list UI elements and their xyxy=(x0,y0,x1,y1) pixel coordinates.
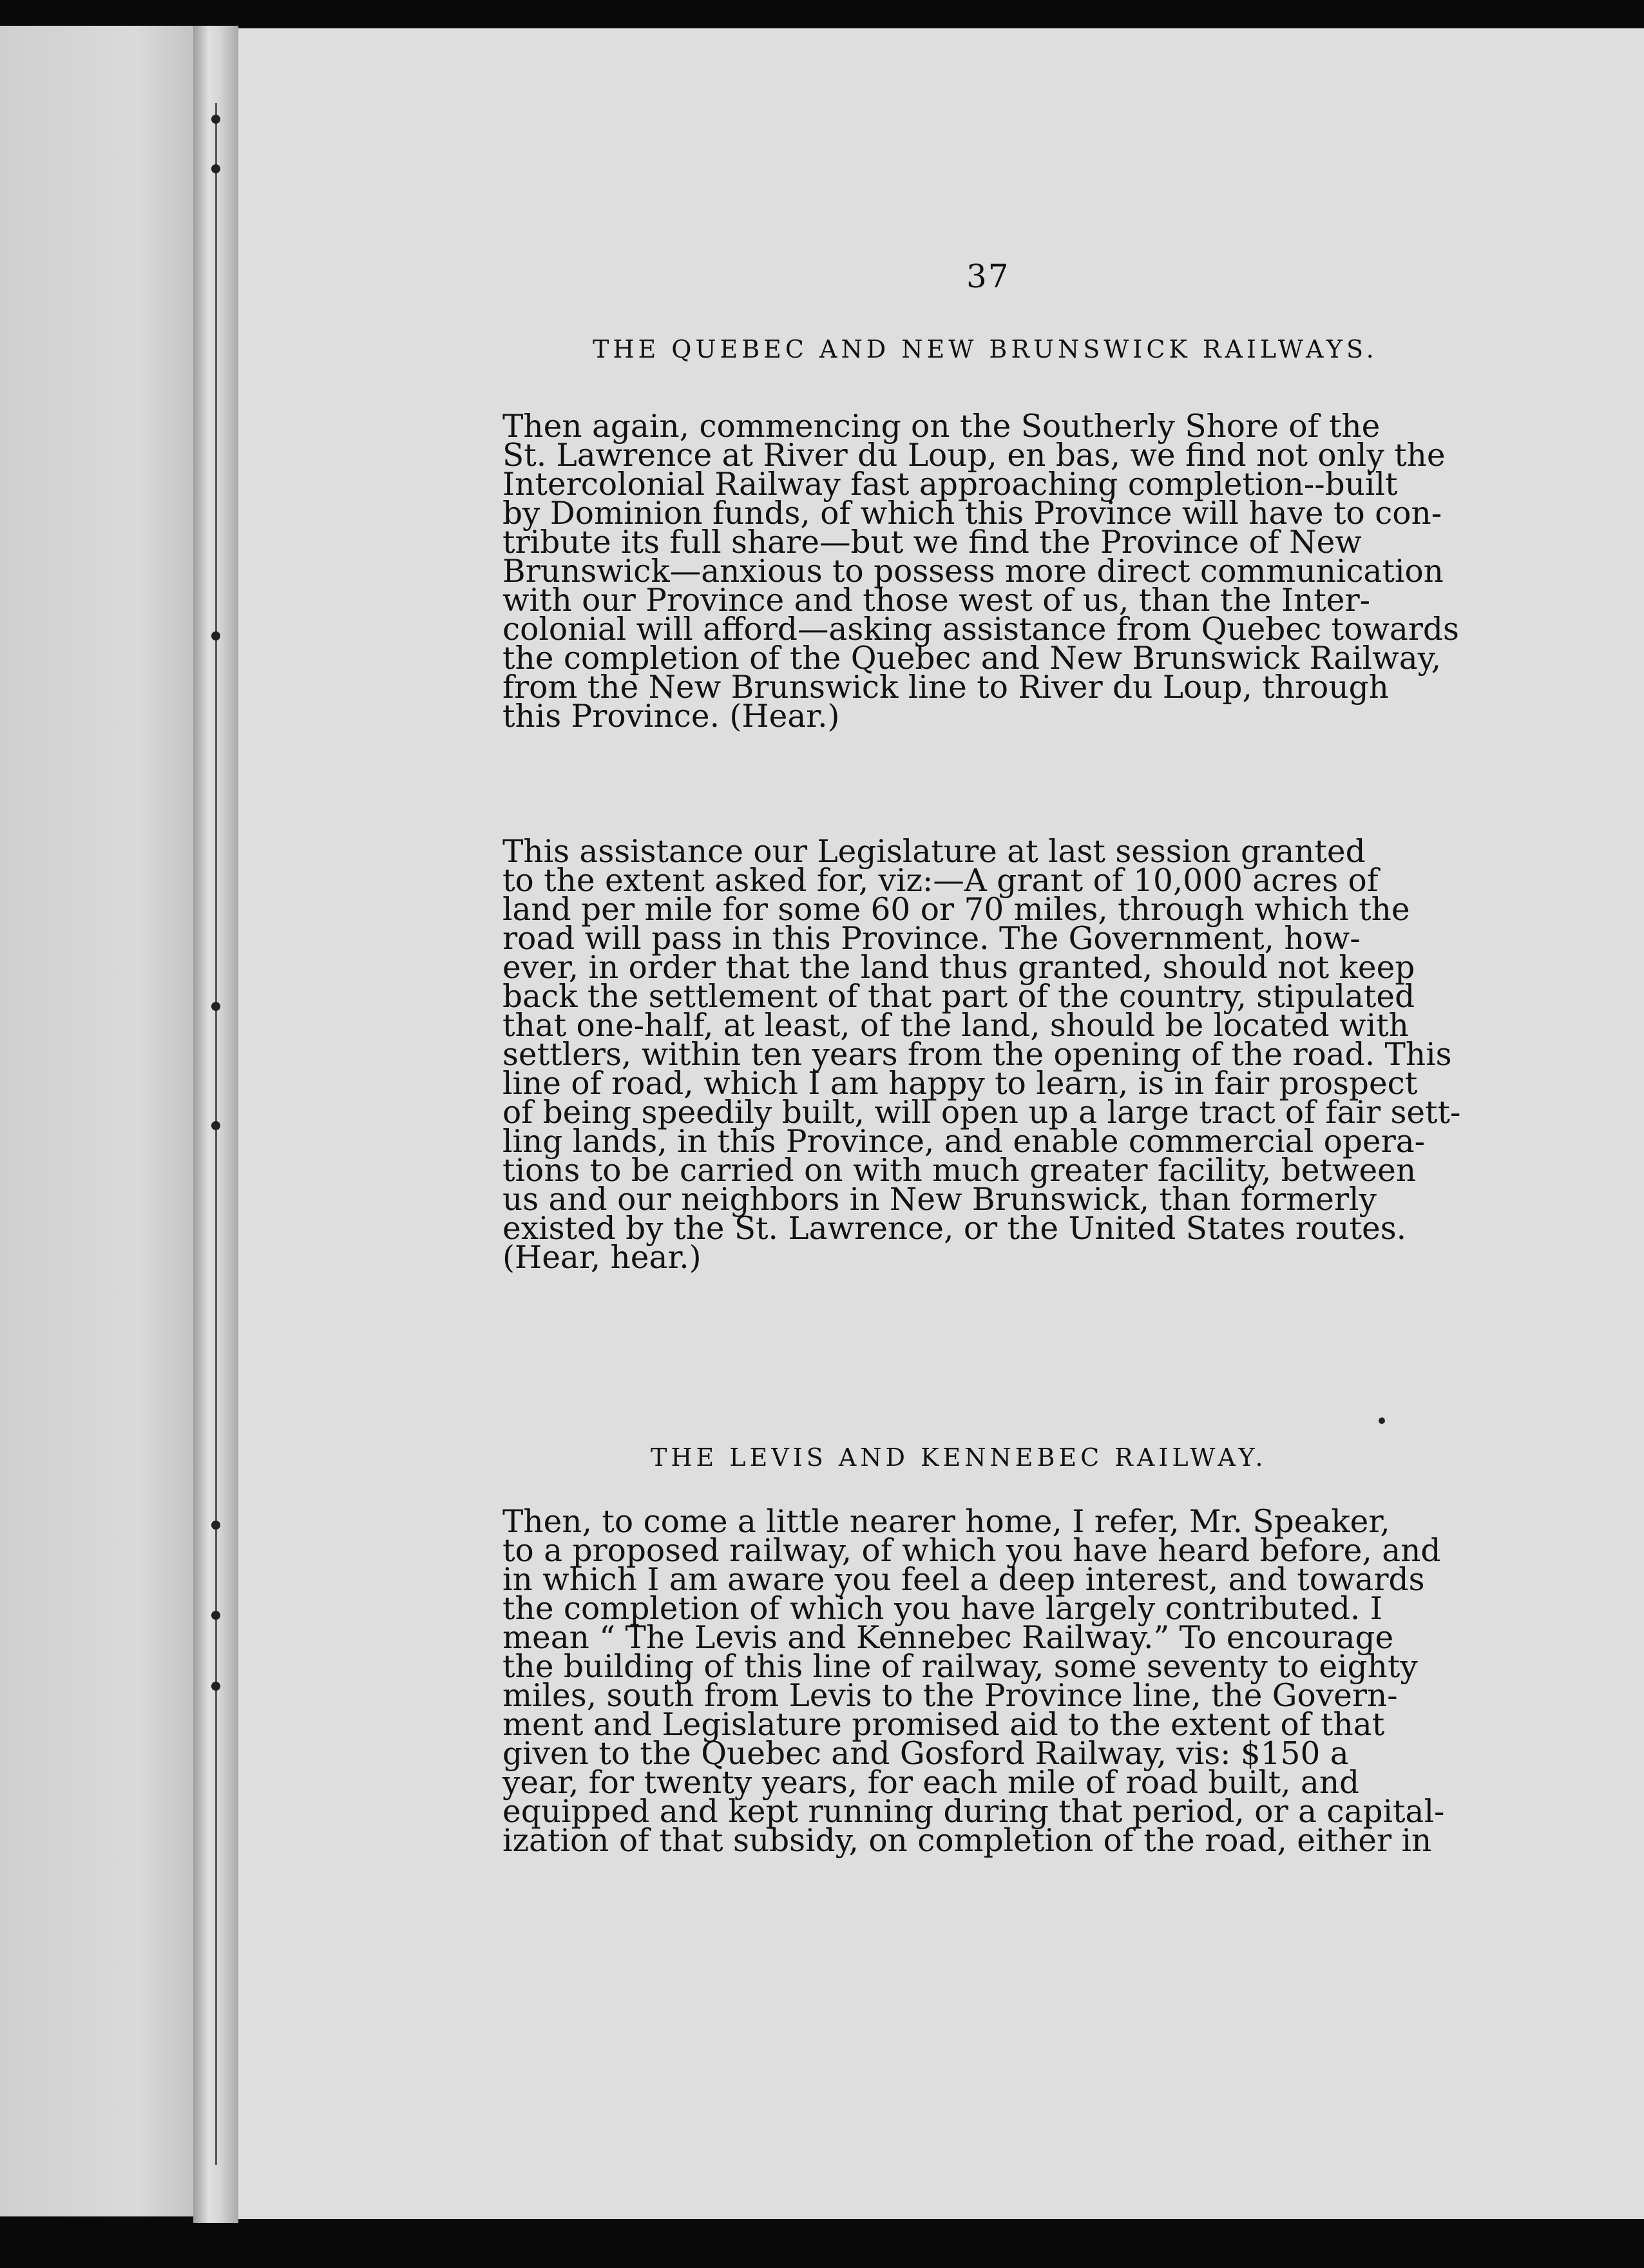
binding-stitch xyxy=(211,115,220,124)
binding-stitch xyxy=(211,1521,220,1530)
text-line: ling lands, in this Province, and enable commercial opera- xyxy=(502,1124,1426,1160)
text-line: the building of this line of railway, some seventy to eighty xyxy=(502,1649,1418,1685)
text-line: from the New Brunswick line to River du Loup, through xyxy=(502,669,1389,706)
text-line: us and our neighbors in New Brunswick, than formerly xyxy=(502,1182,1377,1218)
text-line: by Dominion funds, of which this Province will have to con- xyxy=(502,495,1442,532)
text-line: to the extent asked for, viz:—A grant of 10,000 acres of xyxy=(502,863,1379,899)
text-line: in which I am aware you feel a deep interest, and towards xyxy=(502,1562,1425,1598)
text-line: the completion of the Quebec and New Brunswick Railway, xyxy=(502,640,1441,677)
text-line: This assistance our Legislature at last session granted xyxy=(502,834,1366,870)
text-line: Brunswick—anxious to possess more direct communication xyxy=(502,553,1444,590)
text-line: St. Lawrence at River du Loup, en bas, we find not only the xyxy=(502,437,1446,474)
text-line: this Province. (Hear.) xyxy=(502,698,840,735)
text-line: mean “ The Levis and Kennebec Railway.” To encourage xyxy=(502,1620,1394,1656)
text-line: land per mile for some 60 or 70 miles, through which the xyxy=(502,892,1410,928)
left-page-margin xyxy=(0,26,193,2216)
text-line: Intercolonial Railway fast approaching completion--built xyxy=(502,466,1398,503)
paragraph-quebec-2 xyxy=(502,834,1461,1276)
binding-stitch xyxy=(211,1121,220,1130)
section-heading-quebec-new-brunswick: THE QUEBEC AND NEW BRUNSWICK RAILWAYS. xyxy=(593,335,1378,363)
text-line: settlers, within ten years from the opening of the road. This xyxy=(502,1037,1452,1073)
text-line: of being speedily built, will open up a large tract of fair sett- xyxy=(502,1095,1461,1131)
binding-stitch xyxy=(211,631,220,640)
paragraph-levis-1 xyxy=(502,1504,1456,1859)
binding-stitch xyxy=(211,164,220,173)
text-line: tions to be carried on with much greater facility, between xyxy=(502,1153,1417,1189)
text-line: miles, south from Levis to the Province line, the Govern- xyxy=(502,1678,1398,1714)
binding-stitch xyxy=(211,1002,220,1011)
text-line: existed by the St. Lawrence, or the United States routes. xyxy=(502,1211,1406,1247)
text-line: to a proposed railway, of which you have heard before, and xyxy=(502,1533,1441,1569)
text-line: colonial will afford—asking assistance from Quebec towards xyxy=(502,611,1459,648)
binding-thread xyxy=(215,103,217,2165)
ink-speck xyxy=(1379,1418,1385,1424)
text-line: line of road, which I am happy to learn, is in fair prospect xyxy=(502,1066,1418,1102)
page-number: 37 xyxy=(966,258,1010,295)
text-line: year, for twenty years, for each mile of road built, and xyxy=(502,1765,1360,1801)
text-line: (Hear, hear.) xyxy=(502,1240,702,1276)
text-line: ization of that subsidy, on completion of the road, either in xyxy=(502,1823,1432,1859)
text-line: the completion of which you have largely contributed. I xyxy=(502,1591,1382,1627)
text-line: that one-half, at least, of the land, should be located with xyxy=(502,1008,1409,1044)
text-line: given to the Quebec and Gosford Railway, vis: $150 a xyxy=(502,1736,1349,1772)
text-line: equipped and kept running during that period, or a capital- xyxy=(502,1794,1445,1830)
text-line: back the settlement of that part of the country, stipulated xyxy=(502,979,1415,1015)
binding-stitch xyxy=(211,1682,220,1691)
text-line: road will pass in this Province. The Government, how- xyxy=(502,921,1361,957)
section-heading-levis-kennebec: THE LEVIS AND KENNEBEC RAILWAY. xyxy=(651,1443,1267,1472)
text-line: with our Province and those west of us, than the Inter- xyxy=(502,582,1371,619)
text-line: ment and Legislature promised aid to the extent of that xyxy=(502,1707,1385,1743)
text-line: tribute its full share—but we find the Province of New xyxy=(502,524,1362,561)
binding-stitch xyxy=(211,1611,220,1620)
text-line: Then, to come a little nearer home, I refer, Mr. Speaker, xyxy=(502,1504,1390,1540)
text-line: ever, in order that the land thus granted, should not keep xyxy=(502,950,1415,986)
text-line: Then again, commencing on the Southerly Shore of the xyxy=(502,408,1381,445)
paragraph-quebec-1 xyxy=(502,408,1459,735)
